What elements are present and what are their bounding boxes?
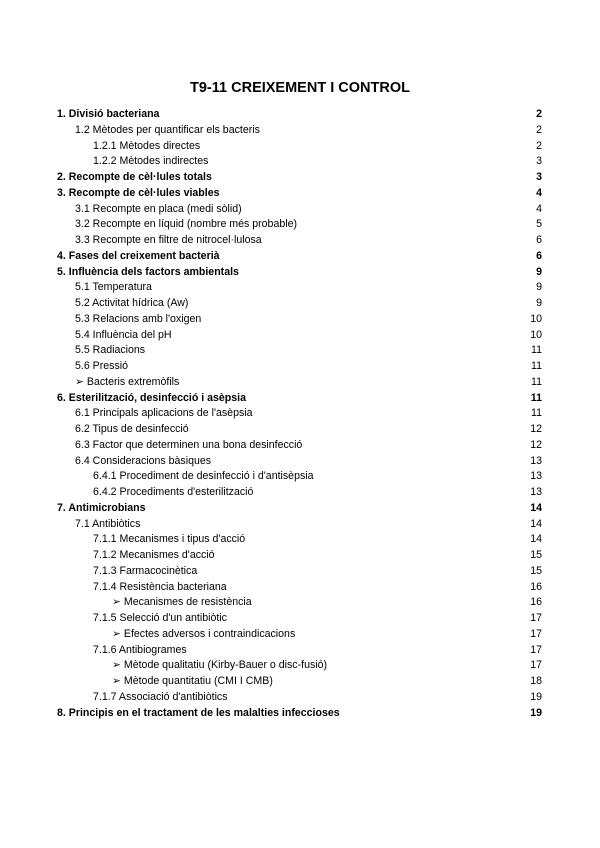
toc-entry[interactable]	[57, 123, 542, 139]
toc-entry-title: 1.2 Mètodes per quantificar els bacteris	[75, 123, 260, 136]
toc-page-number: 17	[530, 612, 542, 624]
toc-entry[interactable]	[57, 422, 542, 438]
toc-entry[interactable]	[57, 359, 542, 375]
toc-page-number: 4	[536, 186, 542, 199]
toc-entry[interactable]	[57, 107, 542, 123]
toc-entry[interactable]	[57, 328, 542, 344]
toc-page-number: 3	[536, 155, 542, 168]
toc-page-number: 14	[530, 517, 542, 530]
toc-entry[interactable]	[57, 706, 542, 722]
toc-entry[interactable]	[57, 375, 542, 391]
toc-entry[interactable]	[57, 548, 542, 564]
toc-page-number: 19	[530, 706, 542, 719]
toc-entry[interactable]	[57, 217, 542, 233]
toc-entry-title: Efectes adversos i contraindicacions	[123, 627, 296, 640]
toc-entry[interactable]	[57, 485, 542, 501]
toc-entry-title: 1.2.1 Mètodes directes	[93, 139, 201, 152]
toc-entry-title: 3.1 Recompte en placa (medi sòlid)	[75, 202, 242, 215]
toc-entry-title: 5.6 Pressió	[75, 360, 128, 372]
toc-entry-title: 4. Fases del creixement bacterià	[57, 249, 220, 262]
toc-entry[interactable]	[57, 391, 542, 407]
toc-entry-title: Bacteris extremòfils	[86, 375, 180, 388]
toc-entry-title: 5.4 Influència del pH	[75, 328, 172, 341]
toc-entry[interactable]	[57, 139, 542, 155]
toc-entry[interactable]	[57, 627, 542, 643]
table-of-contents	[57, 107, 542, 721]
toc-page-number: 2	[536, 139, 542, 152]
toc-entry[interactable]	[57, 595, 542, 611]
toc-entry-title: 7.1.7 Associació d'antibiòtics	[93, 690, 228, 703]
toc-entry-title: 6.4.2 Procediments d'esterilització	[93, 486, 254, 498]
toc-entry[interactable]	[57, 296, 542, 312]
toc-entry-title: 6. Esterilització, desinfecció i asèpsia	[57, 391, 247, 404]
toc-entry[interactable]	[57, 674, 542, 690]
toc-entry-title: 6.2 Tipus de desinfecció	[75, 423, 189, 435]
arrow-bullet-icon: ➢	[112, 675, 121, 687]
toc-entry[interactable]	[57, 517, 542, 533]
toc-entry-title: Mecanismes de resistència	[123, 596, 252, 609]
toc-entry-title: 5.5 Radiacions	[75, 344, 146, 357]
toc-page-number: 9	[536, 297, 542, 309]
toc-entry[interactable]	[57, 312, 542, 328]
toc-entry[interactable]	[57, 406, 542, 422]
toc-page-number: 15	[530, 564, 542, 577]
toc-page-number: 16	[530, 580, 542, 593]
toc-page-number: 10	[530, 328, 542, 341]
toc-page-number: 13	[530, 454, 542, 467]
toc-entry-title: 6.4.1 Procediment de desinfecció i d'antisèpsia	[93, 470, 314, 483]
toc-entry[interactable]	[57, 265, 542, 281]
toc-page-number: 5	[536, 218, 542, 231]
toc-entry[interactable]	[57, 532, 542, 548]
toc-entry-title: 7.1.3 Farmacocinètica	[93, 564, 198, 577]
arrow-bullet-icon: ➢	[112, 596, 121, 609]
toc-entry-title: 5.2 Activitat hídrica (Aw)	[75, 297, 189, 309]
toc-entry-title: 7.1 Antibiòtics	[75, 517, 141, 530]
toc-entry-title: 7. Antimicrobians	[57, 501, 146, 514]
toc-entry[interactable]	[57, 564, 542, 580]
toc-entry[interactable]	[57, 658, 542, 674]
toc-entry-title: 6.4 Consideracions bàsiques	[75, 454, 212, 467]
toc-entry-title: 7.1.5 Selecció d'un antibiòtic	[93, 612, 227, 624]
toc-entry[interactable]	[57, 154, 542, 170]
toc-page-number: 14	[530, 533, 542, 546]
toc-page-number: 19	[530, 690, 542, 703]
toc-page-number: 18	[530, 675, 542, 687]
toc-entry-title: Mètode qualitatiu (Kirby-Bauer o disc-fusió)	[123, 659, 328, 672]
toc-page-number: 11	[531, 360, 542, 372]
toc-entry-title: 6.1 Principals aplicacions de l'asèpsia	[75, 407, 253, 420]
toc-entry[interactable]	[57, 202, 542, 218]
toc-entry-title: Mètode quantitatiu (CMI I CMB)	[123, 675, 273, 687]
toc-entry-title: 6.3 Factor que determinen una bona desinfecció	[75, 438, 303, 451]
toc-page-number: 17	[530, 627, 542, 640]
toc-entry[interactable]	[57, 280, 542, 296]
toc-page-number: 11	[531, 375, 542, 388]
toc-entry-title: 7.1.1 Mecanismes i tipus d'acció	[93, 533, 246, 546]
arrow-bullet-icon: ➢	[75, 375, 84, 388]
toc-entry-title: 1.2.2 Mètodes indirectes	[93, 155, 209, 168]
toc-entry-title: 1. Divisió bacteriana	[57, 108, 160, 120]
toc-entry-title: 5.3 Relacions amb l'oxigen	[75, 312, 202, 325]
toc-entry[interactable]	[57, 469, 542, 485]
document-title: T9-11 CREIXEMENT I CONTROL	[190, 79, 410, 96]
toc-entry[interactable]	[57, 643, 542, 659]
toc-page-number: 11	[531, 407, 542, 420]
toc-entry[interactable]	[57, 233, 542, 249]
toc-entry[interactable]	[57, 690, 542, 706]
toc-entry[interactable]	[57, 343, 542, 359]
arrow-bullet-icon: ➢	[112, 627, 121, 640]
toc-page-number: 2	[536, 108, 542, 120]
toc-entry[interactable]	[57, 170, 542, 186]
toc-entry-title: 5.1 Temperatura	[75, 281, 152, 294]
toc-page-number: 11	[531, 344, 542, 357]
toc-page-number: 9	[536, 265, 542, 278]
toc-entry[interactable]	[57, 454, 542, 470]
toc-entry[interactable]	[57, 501, 542, 517]
toc-entry-title: 7.1.4 Resistència bacteriana	[93, 580, 227, 593]
toc-page-number: 6	[536, 249, 542, 262]
toc-page-number: 6	[536, 234, 542, 246]
toc-entry[interactable]	[57, 186, 542, 202]
toc-page-number: 13	[530, 470, 542, 483]
toc-entry[interactable]	[57, 249, 542, 265]
toc-page-number: 17	[530, 659, 542, 672]
toc-entry[interactable]	[57, 611, 542, 627]
toc-page-number: 17	[530, 643, 542, 656]
toc-entry-title: 3.3 Recompte en filtre de nitrocel·lulosa	[75, 234, 262, 246]
toc-page-number: 9	[536, 281, 542, 294]
toc-page-number: 3	[536, 171, 542, 183]
toc-entry-title: 7.1.6 Antibiogrames	[93, 643, 187, 656]
toc-entry[interactable]	[57, 580, 542, 596]
toc-entry-title: 7.1.2 Mecanismes d'acció	[93, 549, 215, 561]
toc-page-number: 10	[530, 312, 542, 325]
toc-page-number: 13	[530, 486, 542, 498]
toc-page-number: 2	[536, 123, 542, 136]
toc-page-number: 11	[530, 391, 542, 404]
toc-entry-title: 3. Recompte de cèl·lules viables	[57, 186, 220, 199]
toc-page-number: 12	[530, 438, 542, 451]
toc-entry[interactable]	[57, 438, 542, 454]
toc-entry-title: 5. Influència dels factors ambientals	[57, 265, 239, 278]
toc-entry-title: 2. Recompte de cèl·lules totals	[57, 171, 212, 183]
toc-entry-title: 3.2 Recompte en líquid (nombre més probable)	[75, 218, 297, 231]
toc-page-number: 4	[536, 202, 542, 215]
toc-page-number: 15	[530, 549, 542, 561]
toc-entry-title: 8. Principis en el tractament de les malalties infeccioses	[57, 706, 340, 719]
arrow-bullet-icon: ➢	[112, 659, 121, 672]
toc-page-number: 12	[530, 423, 542, 435]
toc-page-number: 16	[530, 596, 542, 609]
toc-page-number: 14	[530, 501, 542, 514]
